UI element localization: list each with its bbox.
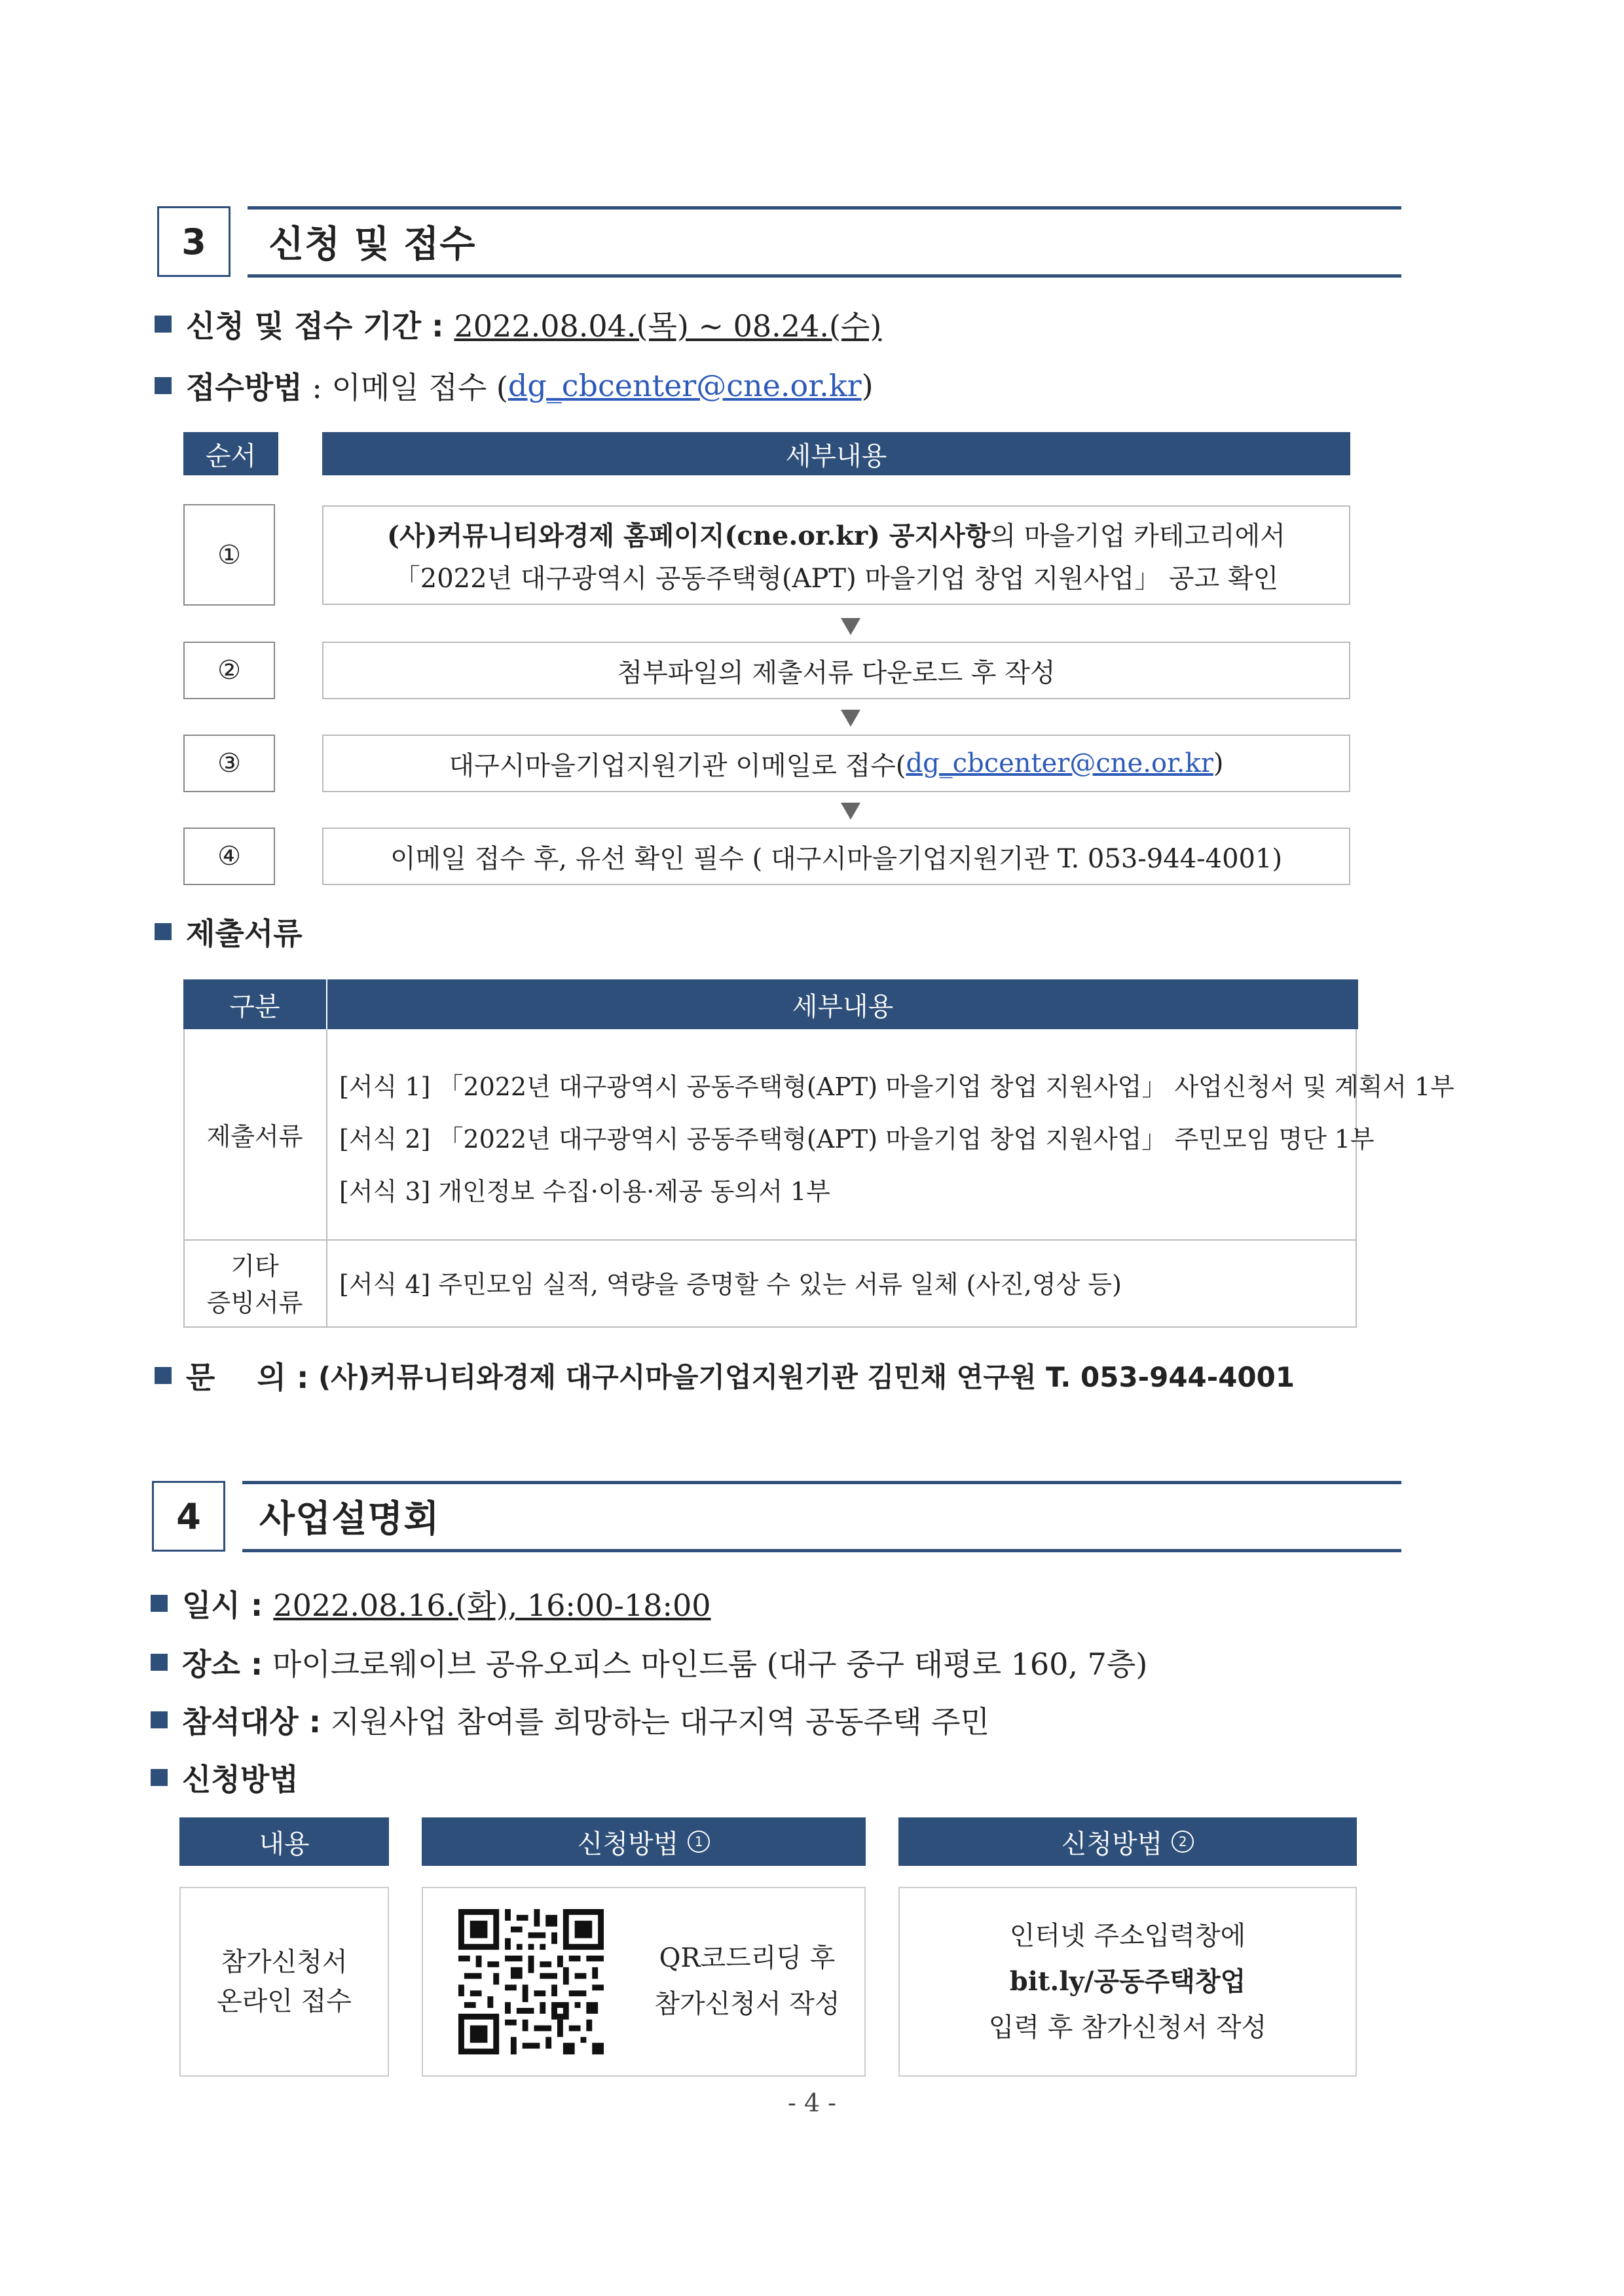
docs-row-2-item	[339, 1241, 1354, 1328]
place-line	[151, 1641, 1147, 1684]
steps-head-detail: 세부내용	[322, 432, 1350, 475]
target-line	[151, 1698, 989, 1741]
arrow-down-icon	[841, 803, 860, 820]
bullet-square-icon	[151, 1711, 168, 1728]
method-2-link[interactable]: bit.ly/공동주택창업	[1009, 1966, 1246, 1997]
step-4-box: 이메일 접수 후, 유선 확인 필수 ( 대구시마을기업지원기관 T. 053-944-4001)	[322, 828, 1350, 885]
apply-head-method-1-label: 신청방법	[577, 1829, 679, 1859]
place-value: 마이크로웨이브 공유오피스 마인드룸 (대구 중구 태평로 160, 7층)	[263, 1647, 1148, 1682]
bullet-square-icon	[155, 1367, 172, 1384]
step-1-box	[322, 505, 1350, 605]
step-2-number: ②	[183, 642, 275, 699]
page-number: - 4 -	[787, 2088, 836, 2117]
docs-col-divider	[326, 1029, 327, 1328]
circled-two-icon: 2	[1172, 1831, 1194, 1853]
inquiry-line	[155, 1354, 1295, 1397]
docs-head-detail: 세부내용	[326, 979, 1358, 1029]
circled-one-icon: 1	[688, 1831, 710, 1853]
method-1-text	[639, 1935, 855, 2027]
docs-item-3: [서식 3] 개인정보 수집·이용·제공 동의서 1부	[339, 1177, 830, 1206]
content-line-1: 참가신청서	[221, 1947, 348, 1977]
method-line	[155, 364, 874, 407]
bullet-square-icon	[151, 1769, 168, 1786]
apply-head-content: 내용	[179, 1817, 389, 1866]
step-3-box	[322, 735, 1350, 792]
step-1-bold: (사)커뮤니티와경제 홈페이지(cne.or.kr) 공지사항	[387, 520, 991, 551]
docs-item-1: [서식 1] 「2022년 대구광역시 공동주택형(APT) 마을기업 창업 지원사업」 사업신청서 및 계획서 1부	[339, 1072, 1454, 1101]
step-1-rest: 의 마을기업 카테고리에서	[990, 521, 1285, 551]
method-1-line-1: QR코드리딩 후	[659, 1943, 836, 1973]
docs-row-2-label-line-1: 기타	[231, 1251, 279, 1281]
date-line	[151, 1582, 711, 1625]
steps-head-order: 순서	[183, 432, 278, 475]
target-value: 지원사업 참여를 희망하는 대구지역 공동주택 주민	[321, 1704, 990, 1740]
apply-head-method-2-label: 신청방법	[1061, 1829, 1163, 1859]
docs-item-2: [서식 2] 「2022년 대구광역시 공동주택형(APT) 마을기업 창업 지원사업」 주민모임 명단 1부	[339, 1125, 1375, 1154]
date-value: 2022.08.16.(화), 16:00-18:00	[273, 1588, 711, 1623]
section-number: 3	[157, 206, 231, 277]
bullet-square-icon	[155, 923, 172, 940]
docs-row-2-label-line-2: 증빙서류	[206, 1288, 303, 1317]
bullet-square-icon	[151, 1595, 168, 1612]
period-value: 2022.08.04.(목) ~ 08.24.(수)	[454, 308, 882, 344]
step-1-line-1	[387, 515, 1285, 553]
divider-top	[242, 1481, 1401, 1484]
content-line-2: 온라인 접수	[217, 1986, 352, 2016]
date-label: 일시 :	[182, 1588, 263, 1623]
period-label: 신청 및 접수 기간 :	[186, 308, 444, 344]
bullet-square-icon	[155, 377, 172, 394]
divider-bottom	[242, 1549, 1401, 1552]
section-title: 신청 및 접수	[268, 223, 476, 266]
apply-head-method-2	[898, 1817, 1357, 1866]
divider-bottom	[248, 274, 1401, 278]
step-1-number: ①	[183, 504, 275, 606]
target-label: 참석대상 :	[182, 1704, 322, 1740]
method-sep: : 이메일 접수 (	[302, 370, 508, 405]
method-label: 접수방법	[186, 370, 303, 405]
apply-method-1-card	[422, 1887, 866, 2077]
step-1-line-2: 「2022년 대구광역시 공동주택형(APT) 마을기업 창업 지원사업」 공고 확인	[394, 564, 1279, 594]
step-3-email-link[interactable]: dg_cbcenter@cne.or.kr	[906, 748, 1213, 778]
place-label: 장소 :	[182, 1647, 263, 1682]
docs-item-4: [서식 4] 주민모임 실적, 역량을 증명할 수 있는 서류 일체 (사진,영상 등)	[339, 1269, 1122, 1299]
period-line	[155, 302, 881, 346]
section-title: 사업설명회	[259, 1498, 440, 1540]
apply-label: 신청방법	[182, 1762, 299, 1797]
apply-content-card	[179, 1887, 389, 2077]
step-2-box: 첨부파일의 제출서류 다운로드 후 작성	[322, 642, 1350, 699]
qr-code-icon[interactable]	[458, 1909, 604, 2054]
apply-head-method-1	[422, 1817, 866, 1866]
method-email-link[interactable]: dg_cbcenter@cne.or.kr	[507, 368, 862, 403]
step-4-number: ④	[183, 828, 275, 885]
step-3-text: 대구시마을기업지원기관 이메일로 접수(	[449, 750, 906, 781]
docs-line	[155, 910, 303, 953]
docs-row-1-items	[339, 1061, 1454, 1218]
method-2-line-1: 인터넷 주소입력창에	[1009, 1921, 1246, 1951]
docs-row-2-label	[183, 1241, 326, 1328]
section-3-header	[157, 206, 1401, 285]
bullet-square-icon	[155, 316, 172, 333]
arrow-down-icon	[841, 710, 860, 727]
step-3-close: )	[1213, 748, 1224, 778]
arrow-down-icon	[841, 618, 860, 635]
apply-method-2-card	[898, 1887, 1357, 2077]
section-4-header	[152, 1481, 1401, 1559]
method-2-line-3: 입력 후 참가신청서 작성	[988, 2013, 1267, 2043]
docs-label: 제출서류	[186, 916, 303, 951]
divider-top	[248, 206, 1401, 210]
section-number: 4	[152, 1481, 225, 1552]
inquiry-label: 문 의 :	[186, 1360, 309, 1395]
apply-line	[151, 1756, 299, 1799]
docs-row-1-label: 제출서류	[206, 1122, 303, 1151]
step-3-number: ③	[183, 735, 275, 792]
method-close: )	[861, 368, 874, 403]
docs-head-category: 구분	[183, 979, 326, 1029]
bullet-square-icon	[151, 1654, 168, 1671]
inquiry-value: (사)커뮤니티와경제 대구시마을기업지원기관 김민채 연구원 T. 053-944-4001	[308, 1361, 1295, 1393]
method-1-line-2: 참가신청서 작성	[654, 1989, 840, 2019]
